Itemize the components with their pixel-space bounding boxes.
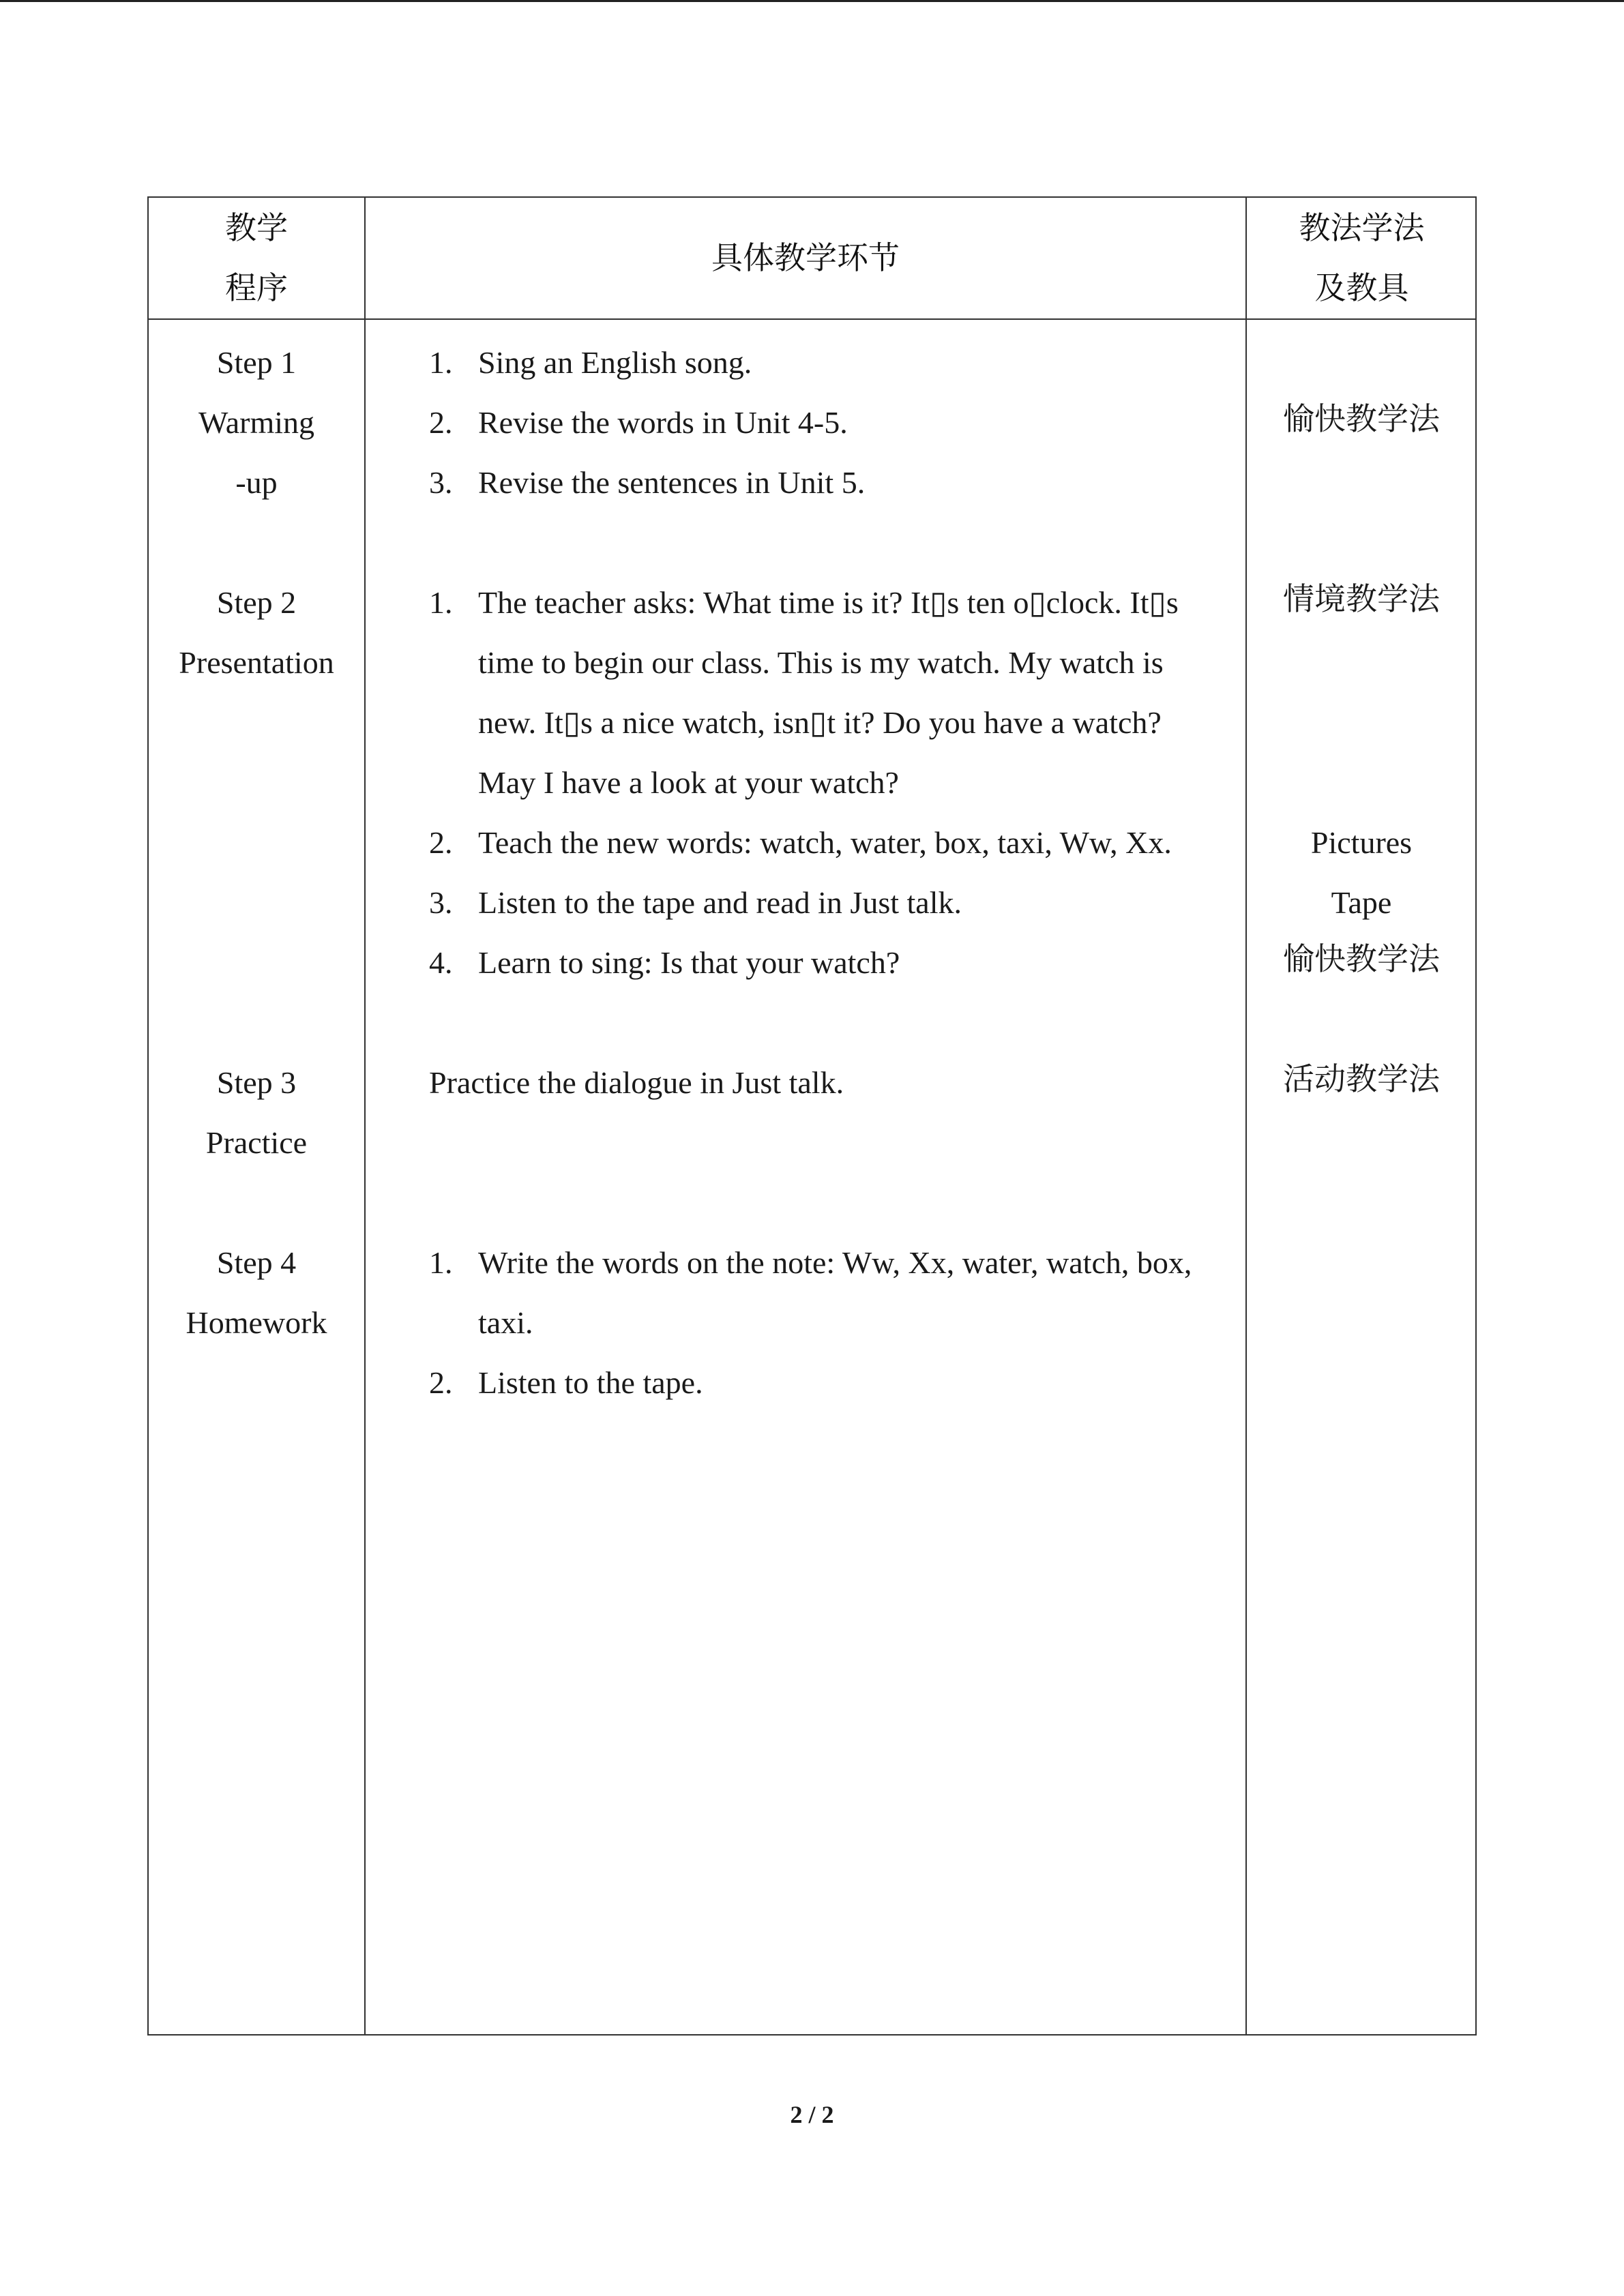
item-text: Listen to the tape. [478,1365,703,1400]
item-text: Sing an English song. [478,345,752,380]
item-text [478,1233,1231,1353]
header-methods [1247,198,1477,318]
step-3-title: Step 3 [216,1065,297,1100]
top-border-line [0,0,1624,2]
header-procedure-line1: 教学 [225,209,288,246]
method-situational: 情境教学法 [1283,580,1440,617]
item-text-line: The teacher asks: What time is it? It▯s ten o▯clock. It▯s [478,585,1179,620]
header-procedure-line2: 程序 [225,269,288,306]
header-procedure [149,198,364,318]
column-divider-1 [364,198,366,2034]
item-text-line: taxi. [478,1305,533,1340]
item-text [478,573,1231,813]
item-number: 1. [429,345,453,380]
item-text: Revise the words in Unit 4-5. [478,405,848,440]
step-2-name: Presentation [179,645,334,680]
item-number: 1. [429,1245,453,1280]
method-tape: Tape [1331,885,1392,920]
column-divider-2 [1245,198,1247,2034]
item-text: Listen to the tape and read in Just talk. [478,885,962,920]
item-number: 3. [429,465,453,500]
item-number: 4. [429,945,453,980]
list-item [429,1233,1231,1353]
item-text-line: May I have a look at your watch? [478,765,899,800]
step-1-title: Step 1 [216,345,297,380]
header-divider [149,318,1475,320]
lesson-plan-table [147,196,1477,2036]
step-3-name: Practice [205,1125,308,1160]
step-1-name-line1: Warming [198,405,315,440]
item-text-line: new. It▯s a nice watch, isn▯t it? Do you have a watch? [478,705,1162,740]
step-4-name: Homework [186,1305,327,1340]
item-number: 2. [429,405,453,440]
header-methods-line2: 及教具 [1314,269,1409,306]
step-2-label [149,573,364,693]
step-3-text: Practice the dialogue in Just talk. [429,1065,844,1100]
item-number: 2. [429,825,453,860]
item-text: Teach the new words: watch, water, box, taxi, Ww, Xx. [478,825,1172,860]
header-teaching-steps: 具体教学环节 [711,239,900,276]
step-4-label [149,1233,364,1353]
page-number: 2 / 2 [790,2101,834,2128]
header-methods-line1: 教法学法 [1299,209,1425,246]
list-item [429,573,1231,813]
method-pictures: Pictures [1310,825,1413,860]
item-number: 2. [429,1365,453,1400]
item-number: 3. [429,885,453,920]
step-1-name-line2: -up [235,465,278,500]
step-3-label [149,1053,364,1173]
method-activity: 活动教学法 [1283,1060,1440,1097]
item-number: 1. [429,585,453,620]
step-4-title: Step 4 [216,1245,297,1280]
item-text-line: Write the words on the note: Ww, Xx, water, watch, box, [478,1245,1192,1280]
item-text: Learn to sing: Is that your watch? [478,945,900,980]
step-1-label [149,333,364,513]
item-text-line: time to begin our class. This is my watch. My watch is [478,645,1164,680]
step-2-title: Step 2 [216,585,297,620]
method-joyful-1: 愉快教学法 [1283,400,1440,437]
item-text: Revise the sentences in Unit 5. [478,465,866,500]
method-joyful-2: 愉快教学法 [1283,940,1440,977]
